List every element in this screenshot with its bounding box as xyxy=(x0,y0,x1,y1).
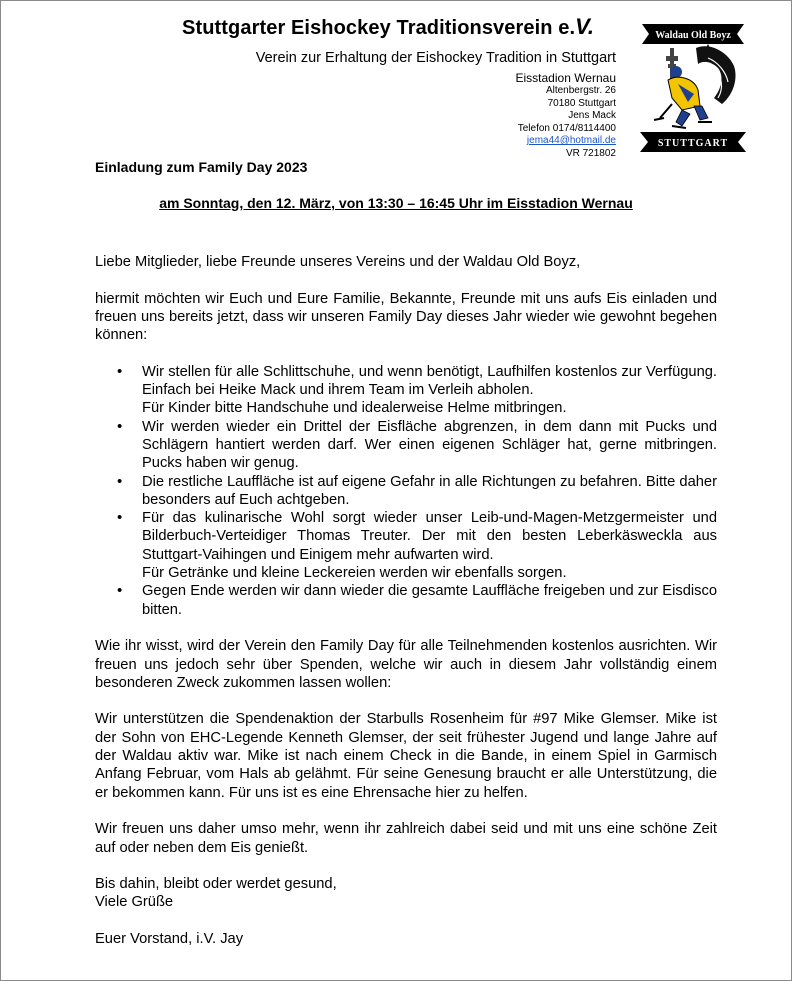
list-item-text: Wir stellen für alle Schlittschuhe, und wenn benötigt, Laufhilfen kostenlos zur Verfügung. Einfach bei Heike Mack und ihrem Team im Verleih abholen. xyxy=(142,363,717,399)
list-item xyxy=(95,473,717,510)
organization-name: Stuttgarter Eishockey Traditionsverein e.V. xyxy=(182,14,595,39)
venue-name: Eisstadion Wernau xyxy=(515,71,616,85)
address-block xyxy=(518,85,616,161)
contact-name: Jens Mack xyxy=(568,110,616,122)
signature: Euer Vorstand, i.V. Jay xyxy=(95,930,244,947)
list-item-text: Für das kulinarische Wohl sorgt wieder unser Leib-und-Magen-Metzgermeister und Bilderbuch-Verteidiger Thomas Treuter. Der mit den besten Leberkäsweckla aus Stuttgart-Vaihingen und Einigem mehr aufwarten wird. xyxy=(142,510,717,563)
event-date-line: am Sonntag, den 12. März, von 13:30 – 16:45 Uhr im Eisstadion Wernau xyxy=(159,195,633,211)
event-details-list xyxy=(95,363,717,619)
email-link[interactable]: jema44@hotmail.de xyxy=(526,135,616,147)
city: 70180 Stuttgart xyxy=(547,97,616,109)
logo-top-text: Waldau Old Boyz xyxy=(655,30,731,41)
invitation-title: Einladung zum Family Day 2023 xyxy=(95,159,308,175)
farewell xyxy=(95,875,717,912)
list-item-extra: Für Kinder bitte Handschuhe und idealerweise Helme mitbringen. xyxy=(142,400,567,417)
phone: Telefon 0174/8114400 xyxy=(517,122,616,134)
logo-bottom-text: STUTTGART xyxy=(657,138,729,149)
list-item-text: Wir werden wieder ein Drittel der Eisfläche abgrenzen, in dem dann mit Pucks und Schlägern hantiert werden darf. Wer einen eigenen Schläger hat, gerne mitbringen. Pucks haben wir genug. xyxy=(142,418,717,472)
closing-paragraph: Wir freuen uns daher umso mehr, wenn ihr zahlreich dabei seid und mit uns eine schöne Zeit auf oder neben dem Eis genießt. xyxy=(95,821,717,856)
letter-body xyxy=(95,253,717,967)
donation-paragraph: Wie ihr wisst, wird der Verein den Family Day für alle Teilnehmenden kostenlos ausrichten. Wir freuen uns jedoch sehr über Spenden, welche wir auch in diesem Jahr vollständig einem besonderen Zweck zukommen lassen wollen: xyxy=(95,638,717,691)
greeting: Liebe Mitglieder, liebe Freunde unseres Vereins und der Waldau Old Boyz, xyxy=(95,254,581,270)
support-paragraph: Wir unterstützen die Spendenaktion der Starbulls Rosenheim für #97 Mike Glemser. Mike ist der Sohn von EHC-Legende Kenneth Glemser, der seit frühester Jugend und lange Jahre auf der Waldau aktiv war. Mike ist nach einem Check in die Bande, in einem Spiel in Garmisch Anfang Februar, vom Hals ab gelähmt. Für seine Genesung braucht er alle Unterstützung, die er bekommen kann. Für uns ist es eine Ehrensache hier zu helfen. xyxy=(95,711,717,801)
list-item xyxy=(95,418,717,473)
street: Altenbergstr. 26 xyxy=(545,85,616,96)
list-item-extra: Für Getränke und kleine Leckereien werden wir ebenfalls sorgen. xyxy=(142,565,567,582)
organization-subtitle: Verein zur Erhaltung der Eishockey Tradition in Stuttgart xyxy=(255,50,616,66)
list-item-text: Die restliche Lauffläche ist auf eigene Gefahr in alle Richtungen zu befahren. Bitte daher besonders auf Euch achtgeben. xyxy=(142,473,717,508)
waldau-old-boyz-logo xyxy=(638,18,748,158)
list-item xyxy=(95,582,717,619)
farewell-line: Bis dahin, bleibt oder werdet gesund, xyxy=(95,876,337,893)
list-item xyxy=(95,363,717,418)
list-item-text: Gegen Ende werden wir dann wieder die gesamte Lauffläche freigeben und zur Eisdisco bitten. xyxy=(142,583,717,618)
list-item xyxy=(95,509,717,582)
regards-line: Viele Grüße xyxy=(95,894,174,911)
intro-paragraph: hiermit möchten wir Euch und Eure Familie, Bekannte, Freunde mit uns aufs Eis einladen und freuen uns bereits jetzt, dass wir unseren Family Day dieses Jahr wieder wie gewohnt begehen können: xyxy=(95,290,717,344)
register-number: VR 721802 xyxy=(565,147,616,159)
